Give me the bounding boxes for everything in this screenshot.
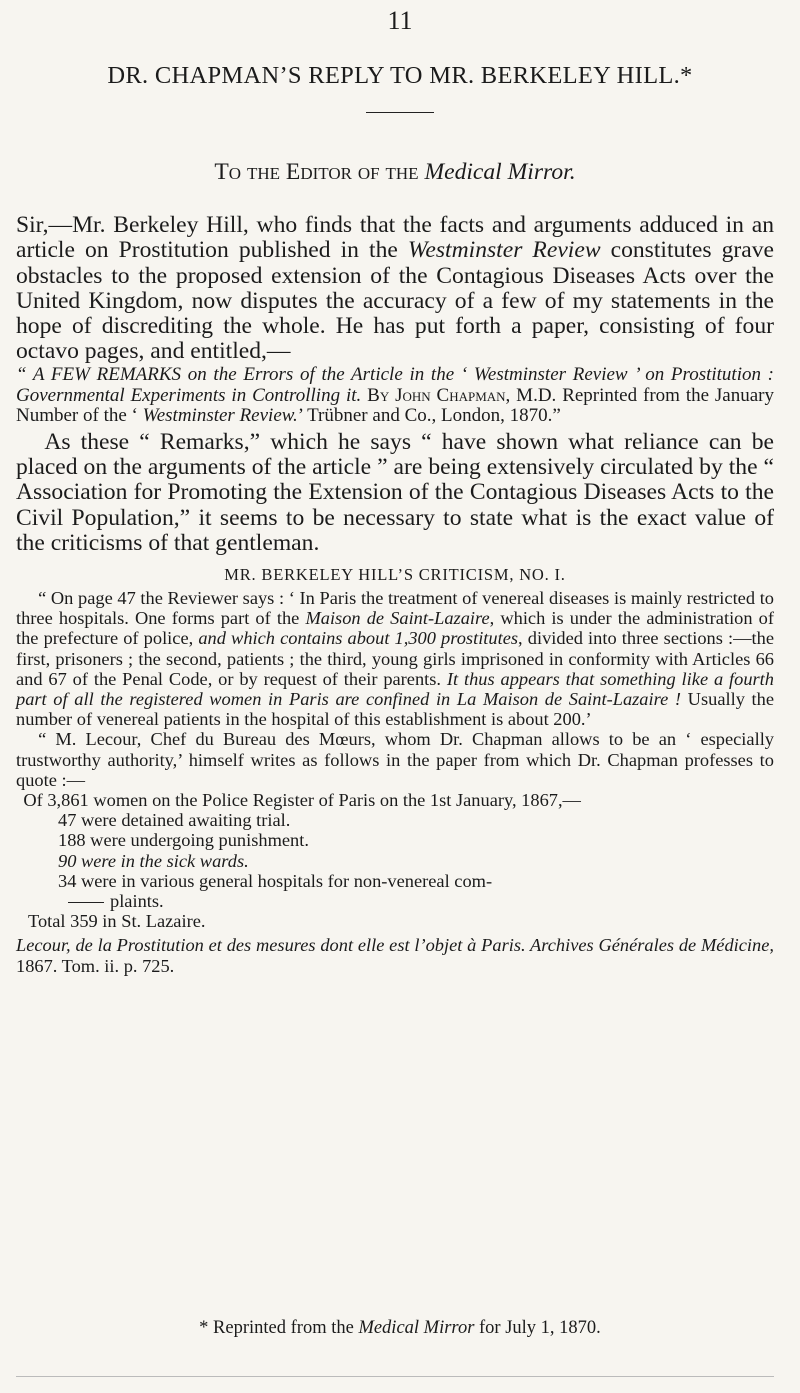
p1-a: “ On page 47 the Reviewer says : ‘ In Paris the treatment of venereal diseases is mainly restricted to three hospitals. One forms part of the bbox=[16, 588, 774, 629]
list-item-continued bbox=[24, 891, 774, 911]
review-name: Westminster Review bbox=[407, 237, 601, 264]
p1-b: Maison de Saint-Lazaire bbox=[305, 608, 490, 629]
list-total: Total 359 in St. Lazaire. bbox=[28, 911, 206, 932]
footnote-text-b: for July 1, 1870. bbox=[474, 1318, 601, 1338]
dash-rule bbox=[68, 902, 104, 903]
quoted-title-b: By John Chapman, M.D. bbox=[361, 384, 563, 406]
quoted-pamphlet-title bbox=[16, 365, 774, 426]
letter-paragraph-2: As these “ Remarks,” which he says “ have shown what reliance can be placed on the arguments of the article ” are being extensively circulated by the “ Association for Promoting the Extension of the Contagious Diseases Acts to the Civil Population,” it seems to be necessary to state what is the exact value of the criticisms of that gentleman. bbox=[16, 429, 774, 556]
list-item: 34 were in various general hospitals for non-venereal com- bbox=[58, 870, 493, 891]
quoted-title-a: “ A FEW REMARKS on the Errors of the Article in the ‘ Westminster Review ’ on Prostitution : Governmental Experiments in Controlling it. bbox=[16, 364, 774, 406]
list-item: 47 were detained awaiting trial. bbox=[58, 810, 291, 831]
footnote bbox=[0, 1318, 800, 1339]
page-bottom-rule bbox=[16, 1376, 774, 1377]
salutation-text: Sir,—Mr. Berkeley Hill, who finds that the facts and arguments adduced in an article on Prostitution published in the bbox=[16, 212, 774, 264]
citation bbox=[16, 935, 774, 975]
section-heading: MR. BERKELEY HILL’S CRITICISM, NO. I. bbox=[224, 565, 566, 585]
title-rule bbox=[366, 112, 434, 113]
list-item-text: plaints. bbox=[110, 891, 164, 912]
quoted-title-d: Westminster Review. bbox=[142, 404, 298, 426]
p1-g: Usually the number of venereal patients in the hospital of this establishment is about 200.’ bbox=[16, 689, 775, 730]
citation-italic: Lecour, de la Prostitution et des mesures dont elle est l’objet à Paris. Archives Générales de Médicine, bbox=[16, 935, 774, 956]
addressee-prefix: To the Editor of the bbox=[214, 158, 425, 185]
register-list bbox=[24, 810, 774, 931]
footnote-text-a: * Reprinted from the bbox=[199, 1318, 359, 1338]
letter-paragraph-1 bbox=[16, 213, 774, 364]
criticism-paragraph-3: Of 3,861 women on the Police Register of Paris on the 1st January, 1867,— bbox=[23, 790, 581, 811]
list-item bbox=[24, 851, 774, 871]
citation-plain: 1867. Tom. ii. p. 725. bbox=[16, 955, 175, 976]
journal-name: Medical Mirror. bbox=[424, 158, 576, 185]
p1-f: It thus appears that something like a fourth part of all the registered women in Paris are confined in La Maison de Saint-Lazaire ! bbox=[16, 668, 774, 710]
p1-c: , which is under the administration of the prefecture of police, bbox=[16, 608, 774, 649]
list-item-text: 90 were in the sick wards. bbox=[58, 850, 249, 871]
p1-d: and which contains about 1,300 prostitutes bbox=[198, 628, 519, 649]
article-body bbox=[16, 130, 774, 976]
p1-e: , divided into three sections :—the first, prisoners ; the second, patients ; the third, young girls imprisoned in conformity with Articles 66 and 67 of the Penal Code, or by request of their parents. bbox=[16, 628, 774, 689]
list-item: 188 were undergoing punishment. bbox=[58, 830, 309, 851]
page-number: 11 bbox=[387, 6, 413, 35]
criticism-paragraph-1 bbox=[16, 588, 774, 729]
article-title: DR. CHAPMAN’S REPLY TO MR. BERKELEY HILL.* bbox=[107, 62, 693, 89]
quoted-title-c: Reprinted from the January Number of the ‘ bbox=[16, 384, 774, 426]
letter-body-rest: constitutes grave obstacles to the proposed extension of the Contagious Diseases Acts over the United Kingdom, now disputes the accuracy of a few of my statements in the hope of discrediting the whole. He has put forth a paper, consisting of four octavo pages, and entitled,— bbox=[16, 237, 774, 365]
footnote-journal: Medical Mirror bbox=[358, 1318, 475, 1338]
addressee-line bbox=[16, 154, 774, 190]
criticism-paragraph-2: “ M. Lecour, Chef du Bureau des Mœurs, whom Dr. Chapman allows to be an ‘ especially trustworthy authority,’ himself writes as follows in the paper from which Dr. Chapman professes to quote :— bbox=[16, 729, 774, 790]
quoted-title-e: ’ Trübner and Co., London, 1870.” bbox=[297, 404, 561, 426]
